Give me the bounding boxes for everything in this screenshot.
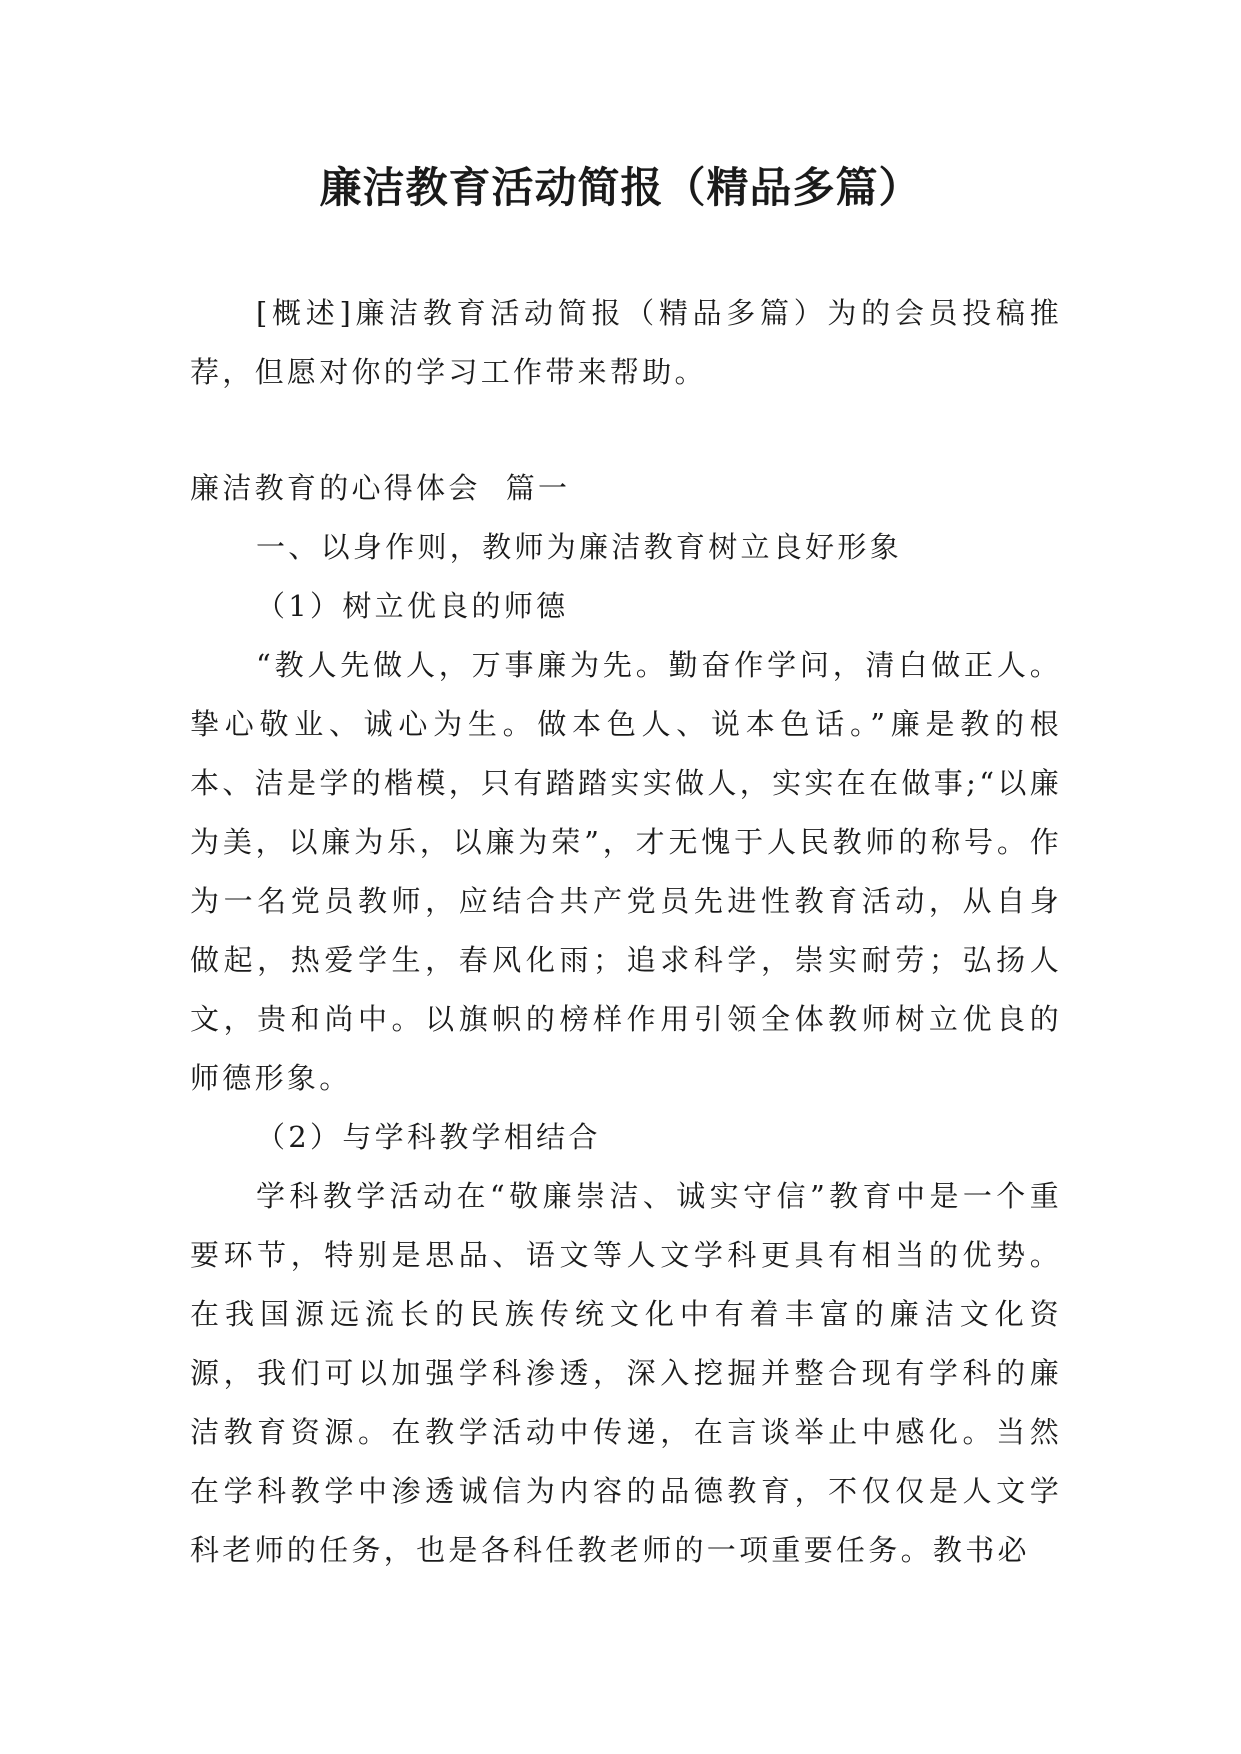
subheading-1-1: （1）树立优良的师德 — [256, 589, 569, 623]
section-heading: 廉洁教育的心得体会 篇一 — [190, 471, 571, 505]
summary-paragraph: [概述]廉洁教育活动简报（精品多篇）为的会员投稿推荐，但愿对你的学习工作带来帮助。 — [190, 296, 1062, 389]
subheading-1-2: （2）与学科教学相结合 — [256, 1120, 601, 1154]
body-paragraph-2: 学科教学活动在“敬廉崇洁、诚实守信”教育中是一个重要环节，特别是思品、语文等人文学科更具有相当的优势。在我国源远流长的民族传统文化中有着丰富的廉洁文化资源，我们可以加强学科渗透，深入挖掘并整合现有学科的廉洁教育资源。在教学活动中传递，在言谈举止中感化。当然在学科教学中渗透诚信为内容的品德教育，不仅仅是人文学科老师的任务，也是各科任教老师的一项重要任务。教书必 — [190, 1179, 1062, 1567]
subheading-1: 一、以身作则，教师为廉洁教育树立良好形象 — [256, 530, 903, 564]
document-title: 廉洁教育活动简报（精品多篇） — [319, 163, 922, 212]
body-paragraph-1: “教人先做人，万事廉为先。勤奋作学问，清白做正人。挚心敬业、诚心为生。做本色人、说本色话。”廉是教的根本、洁是学的楷模，只有踏踏实实做人，实实在在做事;“以廉为美，以廉为乐，以廉为荣”，才无愧于人民教师的称号。作为一名党员教师，应结合共产党员先进性教育活动，从自身做起，热爱学生，春风化雨；追求科学，崇实耐劳；弘扬人文，贵和尚中。以旗帜的榜样作用引领全体教师树立优良的师德形象。 — [190, 648, 1062, 1095]
